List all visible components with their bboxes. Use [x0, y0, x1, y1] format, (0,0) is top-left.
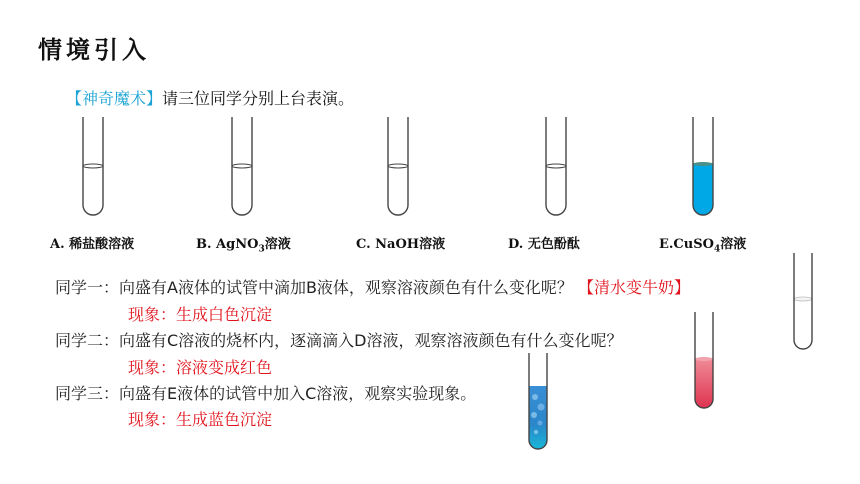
intro-text: 请三位同学分别上台表演。: [162, 89, 355, 108]
test-tube-a: [80, 116, 106, 218]
result-tube-white-precipitate: [791, 252, 815, 352]
reagent-label-b: B. AgNO$_3$溶液: [196, 237, 291, 255]
student-one-text: 同学一：向盛有A液体的试管中滴加B液体，观察溶液颜色有什么变化呢？ 【清水变牛奶】: [55, 278, 691, 297]
intro-tag: 【神奇魔术】: [66, 89, 163, 108]
test-tube-d: [543, 116, 569, 218]
student-two-phenomenon: 现象：溶液变成红色: [128, 358, 273, 377]
reagent-label-c: C. NaOH溶液: [356, 237, 446, 252]
student-three-phenomenon: 现象：生成蓝色沉淀: [128, 410, 273, 429]
intro-line: [66, 86, 354, 109]
test-tube-c: [385, 116, 411, 218]
page-title: 情境引入: [38, 36, 150, 64]
student-one-tag: 【清水变牛奶】: [578, 278, 691, 297]
reagent-label-e: E.CuSO$_4$溶液: [659, 237, 747, 255]
student-two-text: 同学二：向盛有C溶液的烧杯内，逐滴滴入D溶液，观察溶液颜色有什么变化呢？: [55, 331, 623, 350]
student-one-phenomenon: 现象：生成白色沉淀: [128, 305, 273, 324]
reagent-label-a: A. 稀盐酸溶液: [50, 237, 135, 252]
student-three-text: 同学三：向盛有E液体的试管中加入C溶液，观察实验现象。: [55, 384, 477, 403]
test-tube-b: [229, 116, 255, 218]
reagent-label-d: D. 无色酚酞: [508, 237, 580, 252]
test-tube-e: [690, 116, 716, 218]
result-tube-red-solution: [692, 311, 716, 411]
result-tube-blue-precipitate: [526, 352, 550, 452]
